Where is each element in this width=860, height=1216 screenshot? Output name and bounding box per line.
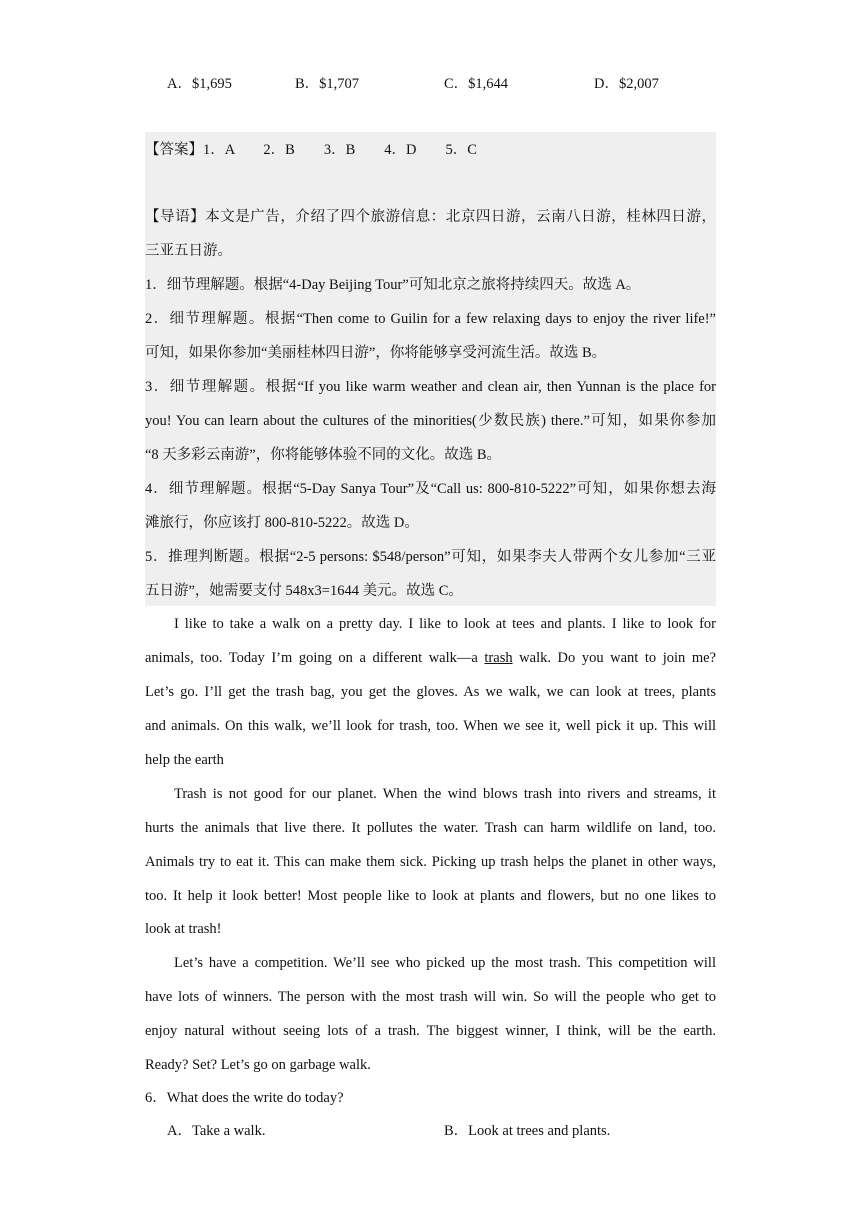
answer-explanation-box bbox=[145, 132, 716, 606]
explanation-line: 2．细节理解题。根据“Then come to Guilin for a few relaxing days to enjoy the river life!” bbox=[145, 311, 716, 327]
answer-key-line: 【答案】1．A 2．B 3．B 4．D 5．C bbox=[145, 142, 477, 158]
passage-line: Ready? Set? Let’s go on garbage walk. bbox=[145, 1057, 371, 1073]
option-a: A．$1,695 bbox=[167, 76, 232, 92]
explanation-line: 5．推理判断题。根据“2-5 persons: $548/person”可知，如果李夫人带两个女儿参加“三亚 bbox=[145, 549, 716, 565]
explanation-line: you! You can learn about the cultures of the minorities(少数民族) there.”可知，如果你参加 bbox=[145, 413, 716, 429]
explanation-line: 4．细节理解题。根据“5-Day Sanya Tour”及“Call us: 800-810-5222”可知，如果你想去海 bbox=[145, 481, 716, 497]
passage-line: and animals. On this walk, we’ll look for trash, too. When we see it, well pick it up. This will bbox=[145, 718, 716, 734]
passage-line: Let’s go. I’ll get the trash bag, you get the gloves. As we walk, we can look at trees, plants bbox=[145, 684, 716, 700]
option-d: D．$2,007 bbox=[594, 76, 659, 92]
underlined-word: trash bbox=[484, 650, 513, 666]
explanation-line: 五日游”，她需要支付 548x3=1644 美元。故选 C。 bbox=[145, 583, 463, 599]
passage-line: too. It help it look better! Most people like to look at plants and flowers, but no one likes to bbox=[145, 888, 716, 904]
passage-line: Animals try to eat it. This can make them sick. Picking up trash helps the planet in other ways, bbox=[145, 854, 716, 870]
q6-option-b: B．Look at trees and plants. bbox=[444, 1123, 611, 1139]
explanation-line: 3．细节理解题。根据“If you like warm weather and clean air, then Yunnan is the place for bbox=[145, 379, 716, 395]
option-c: C．$1,644 bbox=[444, 76, 509, 92]
explanation-line: 可知，如果你参加“美丽桂林四日游”，你将能够享受河流生活。故选 B。 bbox=[145, 345, 607, 361]
passage-line: hurts the animals that live there. It pollutes the water. Trash can harm wildlife on land, too. bbox=[145, 820, 716, 836]
explanation-line: 【导语】本文是广告，介绍了四个旅游信息：北京四日游，云南八日游，桂林四日游， bbox=[145, 209, 716, 225]
explanation-line: 三亚五日游。 bbox=[145, 243, 232, 259]
passage-line: Trash is not good for our planet. When the wind blows trash into rivers and streams, it bbox=[174, 786, 716, 802]
passage-line: look at trash! bbox=[145, 921, 222, 937]
passage-line: Let’s have a competition. We’ll see who picked up the most trash. This competition will bbox=[174, 955, 716, 971]
q6-option-a: A．Take a walk. bbox=[167, 1123, 266, 1139]
explanation-line: 1．细节理解题。根据“4-Day Beijing Tour”可知北京之旅将持续四天。故选 A。 bbox=[145, 277, 641, 293]
passage-line: have lots of winners. The person with the most trash will win. So will the people who get to bbox=[145, 989, 716, 1005]
prev-question-options bbox=[167, 72, 727, 94]
passage-line: help the earth bbox=[145, 752, 224, 768]
option-b: B．$1,707 bbox=[295, 76, 360, 92]
explanation-line: 滩旅行，你应该打 800-810-5222。故选 D。 bbox=[145, 515, 419, 531]
passage-line: animals, too. Today I’m going on a different walk—a trash walk. Do you want to join me? bbox=[145, 650, 716, 666]
explanation-line: “8 天多彩云南游”，你将能够体验不同的文化。故选 B。 bbox=[145, 447, 502, 463]
passage-line: enjoy natural without seeing lots of a trash. The biggest winner, I think, will be the earth. bbox=[145, 1023, 716, 1039]
passage-line: I like to take a walk on a pretty day. I like to look at tees and plants. I like to look for bbox=[174, 616, 716, 632]
question-6-stem: 6．What does the write do today? bbox=[145, 1090, 344, 1106]
